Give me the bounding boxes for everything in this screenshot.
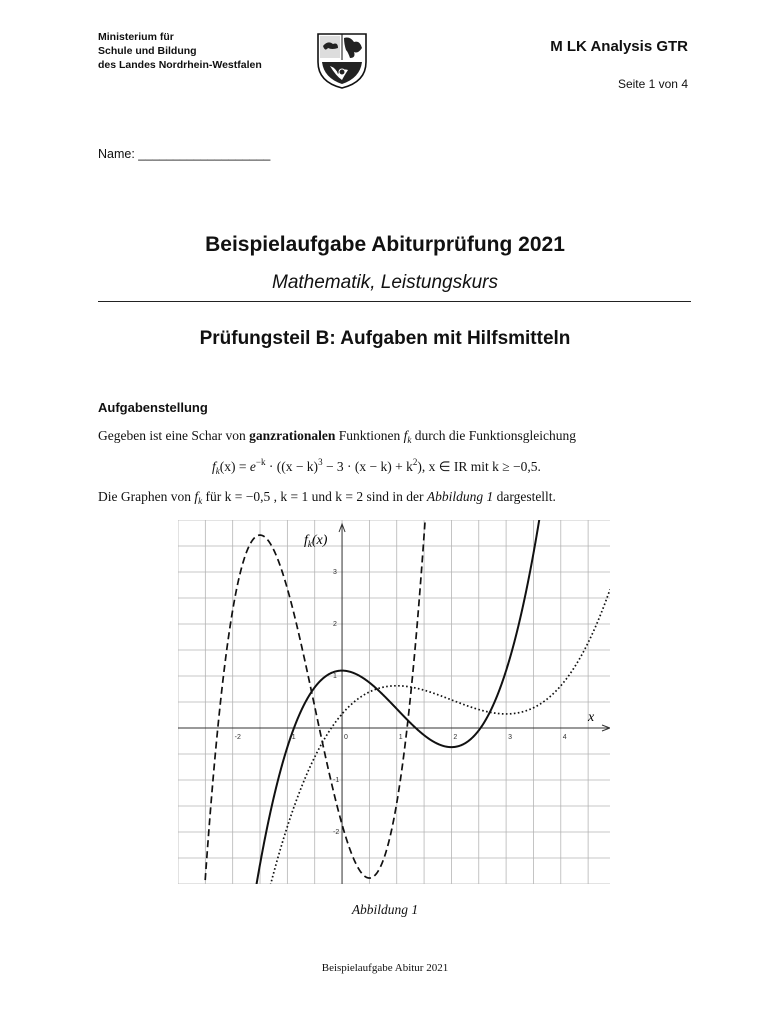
ministry-line: Ministerium für (98, 31, 174, 43)
y-tick-label: 2 (333, 621, 337, 628)
y-tick-label: 1 (333, 673, 337, 680)
title-divider (98, 301, 691, 302)
page-footer: Beispielaufgabe Abitur 2021 (321, 962, 449, 974)
plot-tick-labels (235, 569, 567, 836)
page-title: Beispielaufgabe Abiturprüfung 2021 (205, 233, 565, 256)
function-plot (178, 520, 610, 884)
x-tick-label: 3 (508, 734, 513, 741)
task-heading: Aufgabenstellung (98, 400, 208, 415)
emphasis-term: ganzrationalen (249, 428, 336, 443)
figure-reference: Abbildung 1 (426, 489, 494, 504)
y-tick-label: -1 (333, 777, 340, 784)
name-field: Name: ___________________ (98, 147, 271, 161)
ministry-name (98, 30, 262, 72)
y-tick-label: 3 (333, 569, 337, 576)
function-equation: $f_k(x) = e^{-k} \cdot ((x - k)^3 - 3 \cdot (x - k) + k^2)$, x ∈ IR mit k ≥ −0,5. (212, 457, 541, 476)
x-tick-label: 4 (562, 734, 567, 741)
plot-grid (178, 520, 610, 884)
page-subtitle: Mathematik, Leistungskurs (272, 272, 498, 293)
y-axis-label: $f_k(x)$ (304, 533, 328, 549)
curve-k-2 (258, 589, 610, 884)
x-tick-label: 2 (453, 734, 458, 741)
x-tick-label: -2 (234, 734, 241, 741)
x-tick-label: -1 (289, 734, 296, 741)
x-axis-label: x (588, 710, 595, 725)
nrw-coat-of-arms-icon (316, 32, 368, 90)
x-tick-label: 1 (398, 734, 403, 741)
function-symbol: f (403, 428, 408, 443)
ministry-line: Schule und Bildung (98, 45, 197, 57)
page-number: Seite 1 von 4 (617, 77, 688, 91)
figure-caption: Abbildung 1 (351, 902, 419, 917)
task-intro: Gegeben ist eine Schar von ganzrationalen Funktionen $f_k$ durch die Funktionsgleichung (98, 428, 576, 445)
plot-axes (178, 524, 610, 884)
part-title: Prüfungsteil B: Aufgaben mit Hilfsmitteln (199, 328, 571, 349)
graphs-description: Die Graphen von $f_k$ für k = −0,5 , k = 1 und k = 2 sind in der Abbildung 1 dargestellt. (98, 489, 556, 506)
ministry-line: des Landes Nordrhein-Westfalen (98, 59, 262, 71)
course-title: M LK Analysis GTR (550, 38, 688, 55)
function-symbol: f (194, 489, 199, 504)
x-tick-label: 0 (344, 734, 348, 741)
y-tick-label: -2 (333, 829, 340, 836)
